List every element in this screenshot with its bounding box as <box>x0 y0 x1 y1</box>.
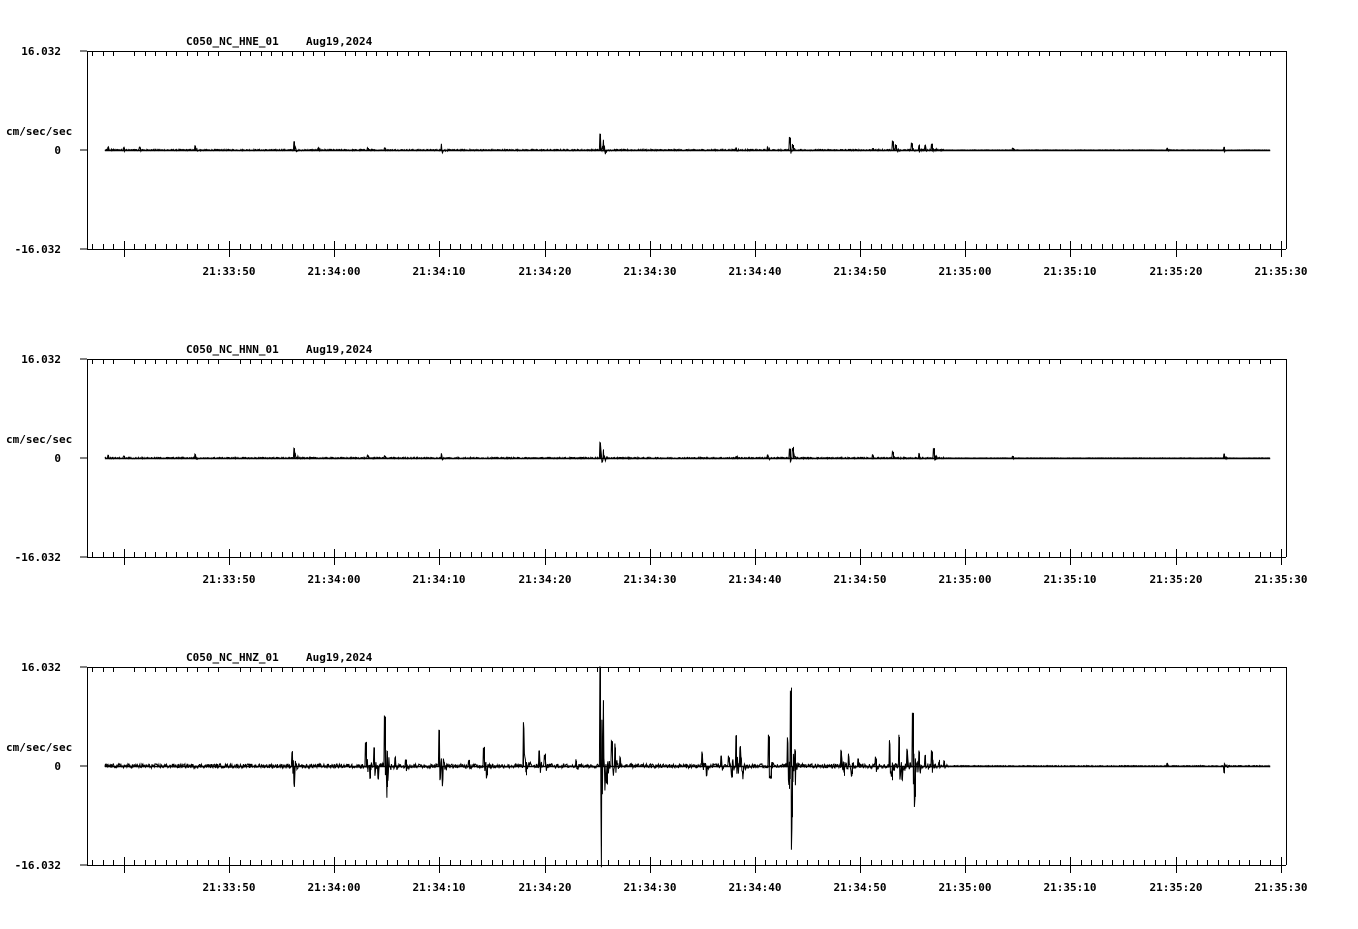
x-tick-label: 21:35:00 <box>938 881 992 894</box>
x-tick-label: 21:35:00 <box>938 265 992 278</box>
date-label: Aug19,2024 <box>306 343 373 356</box>
x-tick-label: 21:34:30 <box>623 573 677 586</box>
date-label: Aug19,2024 <box>306 35 373 48</box>
x-tick-label: 21:34:40 <box>728 881 782 894</box>
x-tick-label: 21:34:10 <box>412 265 466 278</box>
x-tick-label: 21:35:20 <box>1149 265 1203 278</box>
x-tick-label: 21:35:20 <box>1149 573 1203 586</box>
waveform-trace <box>105 443 1270 463</box>
x-tick-label: 21:34:10 <box>412 573 466 586</box>
x-tick-label: 21:34:00 <box>307 881 361 894</box>
x-tick-label: 21:34:10 <box>412 881 466 894</box>
channel-title: C050_NC_HNN_01 <box>186 343 279 356</box>
x-tick-label: 21:35:10 <box>1043 881 1097 894</box>
panel-1 <box>6 35 1307 278</box>
date-label: Aug19,2024 <box>306 651 373 664</box>
y-tick-min: -16.032 <box>14 551 61 564</box>
x-tick-label: 21:35:20 <box>1149 881 1203 894</box>
x-tick-label: 21:35:00 <box>938 573 992 586</box>
y-tick-max: 16.032 <box>21 45 61 58</box>
y-tick-min: -16.032 <box>14 243 61 256</box>
y-axis-label: cm/sec/sec <box>6 433 73 446</box>
channel-title: C050_NC_HNE_01 <box>186 35 279 48</box>
x-tick-label: 21:34:20 <box>518 573 572 586</box>
x-tick-label: 21:34:00 <box>307 265 361 278</box>
y-tick-zero: 0 <box>54 144 61 157</box>
y-axis-label: cm/sec/sec <box>6 125 73 138</box>
y-tick-max: 16.032 <box>21 353 61 366</box>
x-tick-label: 21:34:30 <box>623 881 677 894</box>
x-tick-label: 21:35:30 <box>1254 265 1308 278</box>
panel-2 <box>6 343 1307 586</box>
x-tick-label: 21:35:30 <box>1254 573 1308 586</box>
y-tick-zero: 0 <box>54 760 61 773</box>
x-tick-label: 21:34:40 <box>728 573 782 586</box>
x-tick-label: 21:35:10 <box>1043 265 1097 278</box>
x-tick-label: 21:35:30 <box>1254 881 1308 894</box>
x-tick-label: 21:34:50 <box>833 265 887 278</box>
x-tick-label: 21:34:20 <box>518 881 572 894</box>
x-tick-label: 21:34:40 <box>728 265 782 278</box>
panel-3 <box>6 651 1307 894</box>
y-tick-zero: 0 <box>54 452 61 465</box>
y-tick-min: -16.032 <box>14 859 61 872</box>
channel-title: C050_NC_HNZ_01 <box>186 651 279 664</box>
x-tick-label: 21:35:10 <box>1043 573 1097 586</box>
x-tick-label: 21:34:30 <box>623 265 677 278</box>
x-tick-label: 21:34:50 <box>833 881 887 894</box>
x-tick-label: 21:33:50 <box>202 265 256 278</box>
y-tick-max: 16.032 <box>21 661 61 674</box>
x-tick-label: 21:33:50 <box>202 573 256 586</box>
y-axis-label: cm/sec/sec <box>6 741 73 754</box>
x-tick-label: 21:34:20 <box>518 265 572 278</box>
x-tick-label: 21:34:50 <box>833 573 887 586</box>
x-tick-label: 21:34:00 <box>307 573 361 586</box>
x-tick-label: 21:33:50 <box>202 881 256 894</box>
